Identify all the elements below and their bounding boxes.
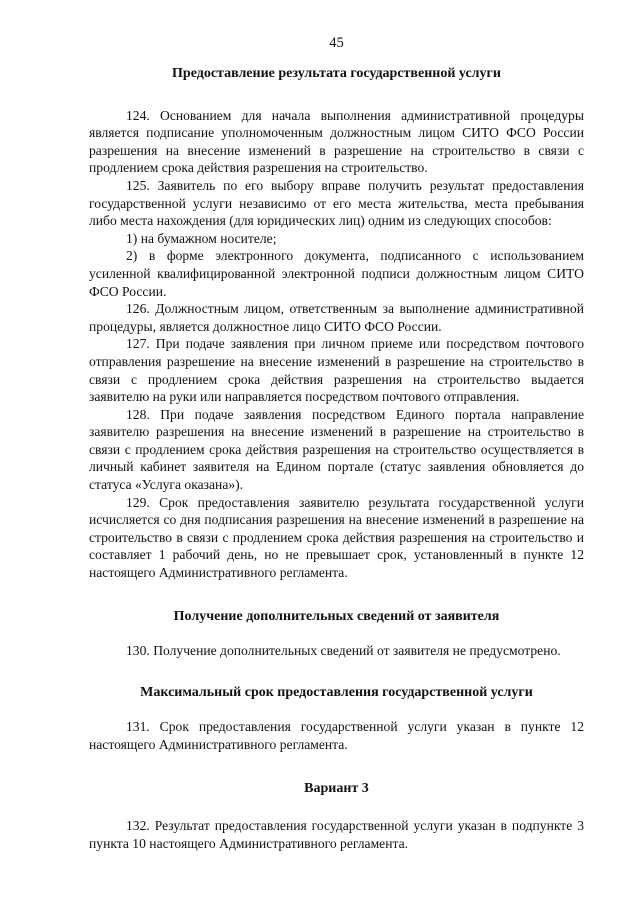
paragraph-130: 130. Получение дополнительных сведений от заявителя не предусмотрено. <box>126 643 561 659</box>
section-heading-additional-info: Получение дополнительных сведений от заявителя <box>173 608 500 624</box>
paragraph-125: 125. Заявитель по его выбору вправе получить результат предоставления государственной услуги независимо от его места жительства, места пребывания либо места нахождения (для юридических лиц) одним из следующих способов: <box>89 177 584 229</box>
list-item-electronic: 2) в форме электронного документа, подписанного с использованием усиленной квалифицированной электронной подписи должностным лицом СИТО ФСО России. <box>89 248 584 299</box>
section-heading-max-term: Максимальный срок предоставления государственной услуги <box>140 684 533 700</box>
paragraph-124: 124. Основанием для начала выполнения административной процедуры является подписание уполномоченным должностным лицом СИТО ФСО России разрешения на внесение изменений в разрешение на строительство в связи с продлением срока действия разрешения на строительство. <box>89 107 584 176</box>
paragraph-127: 127. При подаче заявления при личном приеме или посредством почтового отправления разрешение на внесение изменений в разрешение на строительство в связи с продлением срока действия разрешения на строительство выдается заявителю на руки или направляется посредством почтового отправления. <box>89 336 584 405</box>
paragraph-131: 131. Срок предоставления государственной услуги указан в пункте 12 настоящего Административного регламента. <box>89 719 584 752</box>
paragraph-128: 128. При подаче заявления посредством Единого портала направление заявителю разрешения на внесение изменений в разрешение на строительство в связи с продлением срока действия разрешения на строительство осуществляется в личный кабинет заявителя на Едином портале (статус заявления обновляется до статуса «Услуга оказана»). <box>89 406 584 493</box>
section-heading-result: Предоставление результата государственной услуги <box>172 66 501 81</box>
section-heading-variant-3: Вариант 3 <box>304 780 369 796</box>
paragraph-129: 129. Срок предоставления заявителю результата государственной услуги исчисляется со дня подписания разрешения на внесение изменений в разрешение на строительство в связи с продлением срока действия разрешения на строительство и составляет 1 рабочий день, но не превышает срок, установленный в пункте 12 настоящего Административного регламента. <box>89 494 584 581</box>
paragraph-126: 126. Должностным лицом, ответственным за выполнение административной процедуры, является должностное лицо СИТО ФСО России. <box>89 301 584 334</box>
paragraph-132: 132. Результат предоставления государственной услуги указан в подпункте 3 пункта 10 настоящего Административного регламента. <box>89 818 584 851</box>
page-number: 45 <box>329 35 344 51</box>
list-item-paper: 1) на бумажном носителе; <box>126 230 277 246</box>
